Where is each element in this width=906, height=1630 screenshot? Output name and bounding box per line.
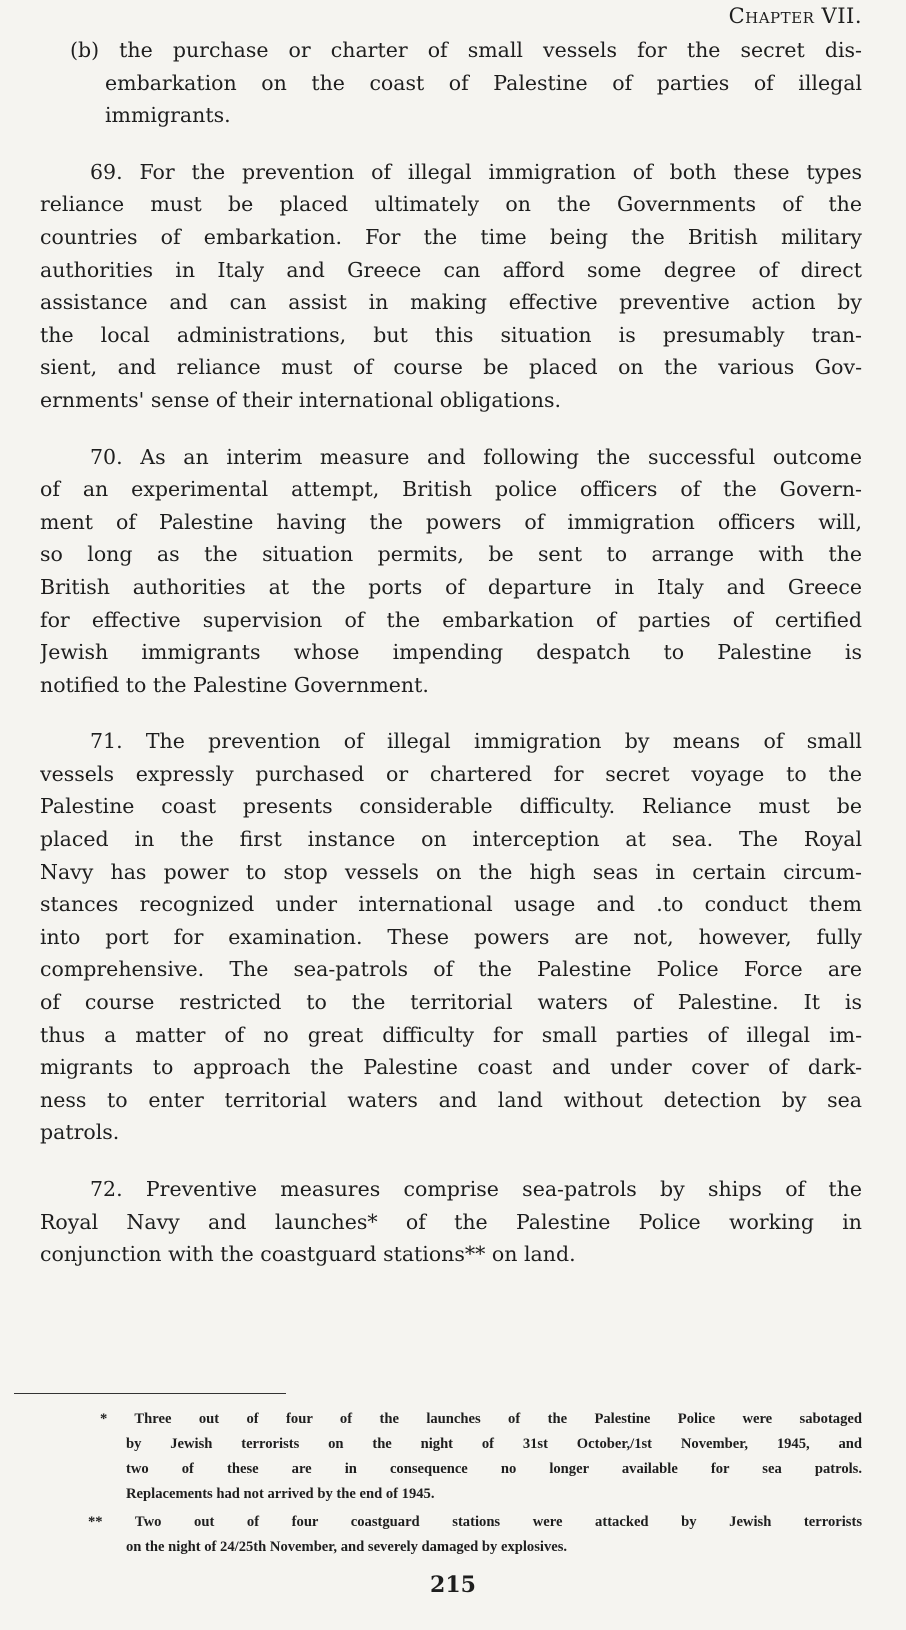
text-line: 71. The prevention of illegal immigration by means of small bbox=[90, 729, 862, 754]
text-line: (b) the purchase or charter of small vessels for the secret dis- bbox=[70, 38, 862, 62]
text-line: reliance must be placed ultimately on the Governments of the bbox=[40, 192, 862, 217]
text-line: sient, and reliance must of course be placed on the various Gov- bbox=[40, 355, 862, 380]
text-line: into port for examination. These powers are not, however, fully bbox=[40, 924, 862, 949]
text-line: embarkation on the coast of Palestine of parties of illegal bbox=[105, 70, 862, 95]
text-line: ** Two out of four coastguard stations were attacked by Jewish terrorists bbox=[88, 1514, 862, 1530]
text-line: so long as the situation permits, be sent to arrange with the bbox=[40, 542, 862, 567]
text-line: conjunction with the coastguard stations** on land. bbox=[40, 1242, 576, 1267]
text-line: 69. For the prevention of illegal immigration of both these types bbox=[90, 159, 862, 184]
text-line: vessels expressly purchased or chartered for secret voyage to the bbox=[40, 761, 862, 786]
text-line: Navy has power to stop vessels on the high seas in certain circum- bbox=[40, 859, 862, 884]
paragraph-72 bbox=[40, 1173, 862, 1271]
page-number: 215 bbox=[430, 1572, 476, 1598]
text-line: Palestine coast presents considerable difficulty. Reliance must be bbox=[40, 794, 862, 819]
text-line: * Three out of four of the launches of the Palestine Police were sabotaged bbox=[100, 1411, 862, 1427]
paragraph-71 bbox=[40, 725, 862, 1149]
text-line: assistance and can assist in making effective preventive action by bbox=[40, 290, 862, 315]
text-line: migrants to approach the Palestine coast and under cover of dark- bbox=[40, 1055, 862, 1080]
page-body bbox=[40, 34, 862, 1295]
text-line: patrols. bbox=[40, 1120, 120, 1145]
text-line: Replacements had not arrived by the end of 1945. bbox=[126, 1486, 435, 1502]
text-line: immigrants. bbox=[105, 103, 231, 128]
footnote-2 bbox=[40, 1510, 862, 1560]
text-line: for effective supervision of the embarkation of parties of certified bbox=[40, 607, 862, 632]
text-line: two of these are in consequence no longer available for sea patrols. bbox=[126, 1461, 862, 1477]
text-line: authorities in Italy and Greece can afford some degree of direct bbox=[40, 257, 862, 282]
footnote-1 bbox=[40, 1407, 862, 1507]
text-line: placed in the first instance on interception at sea. The Royal bbox=[40, 827, 862, 852]
chapter-header: Chapter VII. bbox=[728, 4, 862, 28]
text-line: notified to the Palestine Government. bbox=[40, 672, 429, 697]
text-line: comprehensive. The sea-patrols of the Palestine Police Force are bbox=[40, 957, 862, 982]
text-line: ernments' sense of their international obligations. bbox=[40, 387, 562, 412]
text-line: the local administrations, but this situation is presumably tran- bbox=[40, 322, 862, 347]
text-line: stances recognized under international usage and .to conduct them bbox=[40, 892, 862, 917]
text-line: thus a matter of no great difficulty for small parties of illegal im- bbox=[40, 1022, 862, 1047]
text-line: Royal Navy and launches* of the Palestine Police working in bbox=[40, 1209, 862, 1234]
paragraph-b bbox=[40, 34, 862, 132]
text-line: ment of Palestine having the powers of immigration officers will, bbox=[40, 509, 862, 534]
text-line: ness to enter territorial waters and land without detection by sea bbox=[40, 1087, 862, 1112]
text-line: on the night of 24/25th November, and severely damaged by explosives. bbox=[126, 1539, 568, 1555]
text-line: countries of embarkation. For the time being the British military bbox=[40, 224, 862, 249]
text-line: British authorities at the ports of departure in Italy and Greece bbox=[40, 574, 862, 599]
footnote-divider bbox=[14, 1393, 286, 1394]
paragraph-69 bbox=[40, 156, 862, 417]
text-line: 70. As an interim measure and following the successful outcome bbox=[90, 444, 862, 469]
text-line: by Jewish terrorists on the night of 31st October,/1st November, 1945, and bbox=[126, 1436, 862, 1452]
text-line: of course restricted to the territorial waters of Palestine. It is bbox=[40, 990, 862, 1015]
paragraph-70 bbox=[40, 441, 862, 702]
text-line: 72. Preventive measures comprise sea-patrols by ships of the bbox=[90, 1177, 862, 1201]
text-line: Jewish immigrants whose impending despatch to Palestine is bbox=[40, 640, 862, 665]
text-line: of an experimental attempt, British police officers of the Govern- bbox=[40, 477, 862, 502]
